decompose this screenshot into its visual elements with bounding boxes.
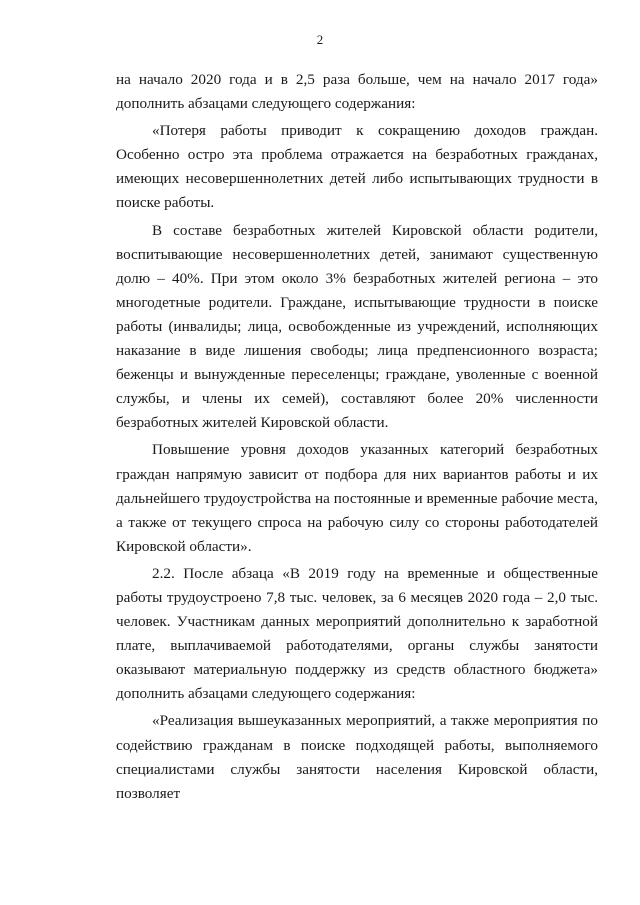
paragraph-4: Повышение уровня доходов указанных категорий безработных граждан напрямую зависит от подбора для них вариантов работы и их дальнейшего трудоустройства на постоянные и временные рабочие места, а также от текущего спроса на рабочую силу со стороны работодателей Кировской области». xyxy=(116,441,598,555)
paragraph-3: В составе безработных жителей Кировской области родители, воспитывающие несовершеннолетних детей, занимают существенную долю – 40%. При этом около 3% безработных жителей региона – это многодетные родители. Граждане, испытывающие трудности в поиске работы (инвалиды; лица, освобожденные из учреждений, исполняющих наказание в виде лишения свободы; лица предпенсионного возраста; беженцы и вынужденные переселенцы; граждане, уволенные с военной службы, и члены их семей), составляют более 20% численности безработных жителей Кировской области. xyxy=(116,221,598,432)
paragraph-1: на начало 2020 года и в 2,5 раза больше, чем на начало 2017 года» дополнить абзацами следующего содержания: xyxy=(116,71,598,113)
paragraph-2: «Потеря работы приводит к сокращению доходов граждан. Особенно остро эта проблема отражается на безработных гражданах, имеющих несовершеннолетних детей либо испытывающих трудности в поиске работы. xyxy=(116,122,598,212)
document-body xyxy=(116,68,598,809)
page-number: 2 xyxy=(316,32,324,47)
paragraph-5: 2.2. После абзаца «В 2019 году на временные и общественные работы трудоустроено 7,8 тыс. человек, за 6 месяцев 2020 года – 2,0 тыс. человек. Участникам данных мероприятий дополнительно к заработной плате, выплачиваемой работодателями, органы службы занятости оказывают материальную поддержку из средств областного бюджета» дополнить абзацами следующего содержания: xyxy=(116,564,598,703)
paragraph-6: «Реализация вышеуказанных мероприятий, а также мероприятия по содействию гражданам в поиске подходящей работы, выполняемого специалистами службы занятости населения Кировской области, позволяет xyxy=(116,712,598,802)
